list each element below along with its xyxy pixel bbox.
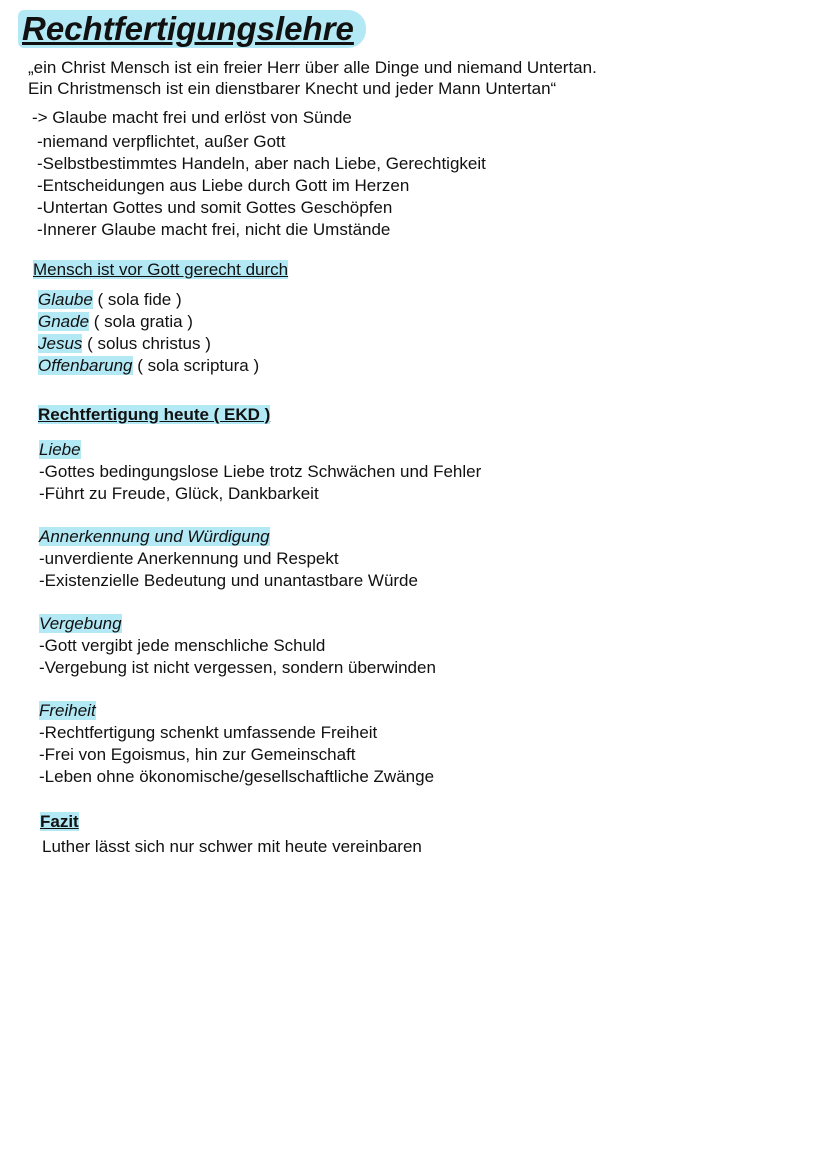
- latin-term: ( sola fide ): [92, 290, 182, 309]
- subsection-title: Liebe: [39, 440, 81, 459]
- consequence-lead: -> Glaube macht frei und erlöst von Sünde: [32, 108, 352, 127]
- list-item: [38, 289, 182, 310]
- list-item: -Untertan Gottes und somit Gottes Geschöpfen: [37, 198, 393, 217]
- quote-line: Ein Christmensch ist ein dienstbarer Knecht und jeder Mann Untertan“: [28, 79, 557, 98]
- quote-line: „ein Christ Mensch ist ein freier Herr über alle Dinge und niemand Untertan.: [28, 58, 597, 77]
- list-item: -Vergebung ist nicht vergessen, sondern überwinden: [39, 658, 436, 677]
- term: Offenbarung: [38, 356, 133, 375]
- list-item: -Selbstbestimmtes Handeln, aber nach Liebe, Gerechtigkeit: [37, 154, 486, 173]
- list-item: -Rechtfertigung schenkt umfassende Freiheit: [39, 723, 378, 742]
- subsection-title: Annerkennung und Würdigung: [39, 527, 270, 546]
- list-item: -Führt zu Freude, Glück, Dankbarkeit: [39, 484, 319, 503]
- list-item: [38, 333, 211, 354]
- section-heading: Mensch ist vor Gott gerecht durch: [33, 260, 289, 279]
- list-item: -unverdiente Anerkennung und Respekt: [39, 549, 339, 568]
- term: Gnade: [38, 312, 90, 331]
- latin-term: ( sola scriptura ): [132, 356, 260, 375]
- list-item: [38, 355, 259, 376]
- list-item: [38, 311, 193, 332]
- list-item: -Existenzielle Bedeutung und unantastbare Würde: [39, 571, 418, 590]
- subsection-title: Vergebung: [39, 614, 122, 633]
- list-item: -Leben ohne ökonomische/gesellschaftliche Zwänge: [39, 767, 435, 786]
- list-item: -Entscheidungen aus Liebe durch Gott im Herzen: [37, 176, 410, 195]
- term: Jesus: [38, 334, 83, 353]
- list-item: -Frei von Egoismus, hin zur Gemeinschaft: [39, 745, 356, 764]
- list-item: -niemand verpflichtet, außer Gott: [37, 132, 286, 151]
- list-item: -Gottes bedingungslose Liebe trotz Schwächen und Fehler: [39, 462, 482, 481]
- list-item: -Gott vergibt jede menschliche Schuld: [39, 636, 326, 655]
- list-item: -Innerer Glaube macht frei, nicht die Umstände: [37, 220, 391, 239]
- latin-term: ( solus christus ): [82, 334, 211, 353]
- page-title: Rechtfertigungslehre: [18, 10, 366, 48]
- section-heading: Rechtfertigung heute ( EKD ): [38, 405, 271, 424]
- conclusion-text: Luther lässt sich nur schwer mit heute vereinbaren: [42, 837, 422, 856]
- conclusion-heading: Fazit: [40, 812, 79, 831]
- term: Glaube: [38, 290, 93, 309]
- latin-term: ( sola gratia ): [89, 312, 193, 331]
- subsection-title: Freiheit: [39, 701, 96, 720]
